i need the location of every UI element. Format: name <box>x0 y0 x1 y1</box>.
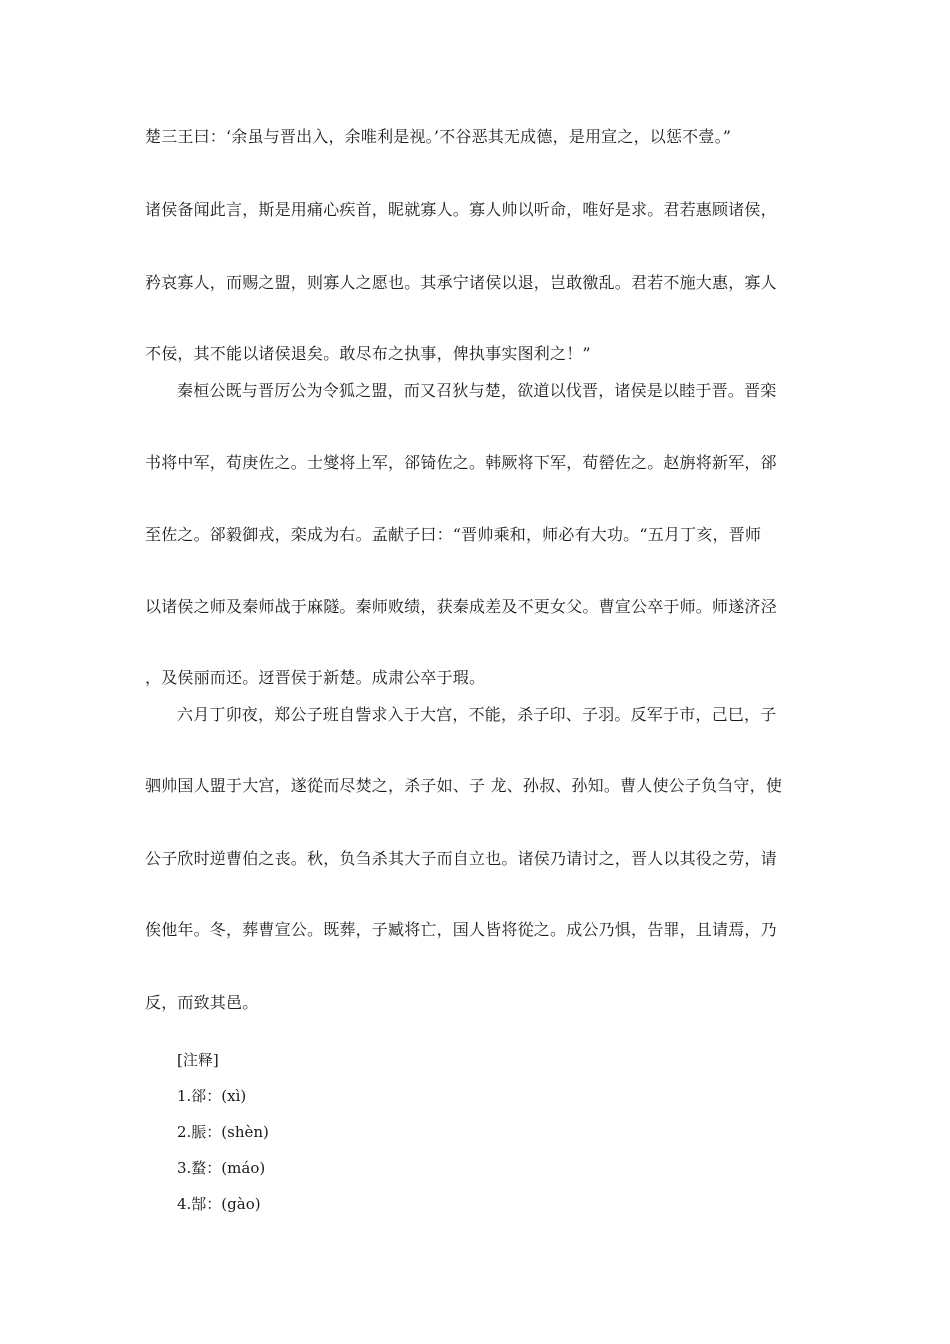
text-line-8: 以诸侯之师及秦师战于麻隧。秦师败绩，获秦成差及不更女父。曹宣公卒于师。师遂济泾 <box>145 597 777 616</box>
text-line-12: 公子欣时逆曹伯之丧。秋，负刍杀其大子而自立也。诸侯乃请讨之，晋人以其役之劳，请 <box>145 849 777 868</box>
note-item-4: 4.郜：(gào) <box>177 1195 261 1213</box>
text-line-7: 至佐之。郤毅御戎，栾成为右。孟献子曰：“晋帅乘和，师必有大功。“五月丁亥，晋师 <box>145 525 762 544</box>
paragraph-start-june: 六月丁卯夜，郑公子班自訾求入于大宫，不能，杀子印、子羽。反军于市，己巳，子 <box>177 705 777 724</box>
text-line-13: 俟他年。冬，葬曹宣公。既葬，子臧将亡，国人皆将從之。成公乃惧，告罪，且请焉，乃 <box>145 920 777 939</box>
paragraph-start-qin: 秦桓公既与晋厉公为令狐之盟，而又召狄与楚，欲道以伐晋，诸侯是以睦于晋。晋栾 <box>177 381 777 400</box>
text-line-6: 书将中军，荀庚佐之。士燮将上军，郤锜佐之。韩厥将下军，荀罃佐之。赵旃将新军，郤 <box>145 453 777 472</box>
note-item-3: 3.蝥：(máo) <box>177 1159 266 1177</box>
text-line-4: 不佞，其不能以诸侯退矣。敢尽布之执事，俾执事实图利之！” <box>145 344 591 363</box>
text-line-11: 驷帅国人盟于大宫，遂從而尽焚之，杀子如、子 龙、孙叔、孙知。曹人使公子负刍守，使 <box>145 776 783 795</box>
text-line-2: 诸侯备闻此言，斯是用痛心疾首，昵就寡人。寡人帅以听命，唯好是求。君若惠顾诸侯， <box>145 200 777 219</box>
notes-heading: [注释] <box>177 1051 219 1069</box>
text-line-9: ，及侯丽而还。迓晋侯于新楚。成肃公卒于瑕。 <box>145 668 486 687</box>
text-line-14: 反，而致其邑。 <box>145 993 259 1012</box>
text-line-3: 矜哀寡人，而赐之盟，则寡人之愿也。其承宁诸侯以退，岂敢徼乱。君若不施大惠，寡人 <box>145 273 777 292</box>
note-item-2: 2.脤：(shèn) <box>177 1123 269 1141</box>
text-line-1: 楚三王曰：‘余虽与晋出入，余唯利是视。’不谷恶其无成德，是用宣之，以惩不壹。” <box>145 127 732 146</box>
note-item-1: 1.郤：(xì) <box>177 1087 247 1105</box>
